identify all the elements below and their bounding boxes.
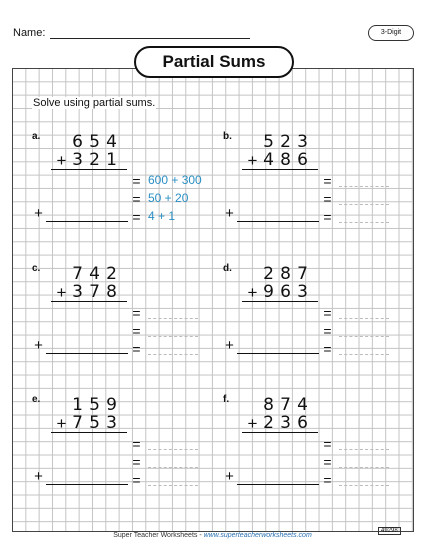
- addend-top-digit: 2: [280, 132, 291, 152]
- addend-top-digit: 8: [280, 264, 291, 284]
- addend-top-digit: 8: [263, 395, 274, 415]
- addend-top-digit: 2: [263, 264, 274, 284]
- addend-bottom-digit: 6: [297, 150, 308, 170]
- addend-bottom-digit: 3: [106, 413, 117, 433]
- answer-line[interactable]: [237, 353, 319, 354]
- equals-sign: =: [132, 341, 141, 357]
- addend-top-digit: 6: [72, 132, 83, 152]
- equals-sign: =: [132, 454, 141, 470]
- addend-top-digit: 5: [89, 132, 100, 152]
- problem-c: [32, 263, 212, 373]
- addend-top-digit: 4: [297, 395, 308, 415]
- addend-top-digit: 7: [280, 395, 291, 415]
- equals-sign: =: [323, 436, 332, 452]
- plus-sign-total: +: [34, 468, 43, 485]
- answer-blank[interactable]: [148, 467, 198, 468]
- addend-top-digit: 4: [89, 264, 100, 284]
- plus-sign: +: [56, 283, 67, 302]
- addend-bottom-digit: 6: [280, 282, 291, 302]
- equals-sign: =: [323, 472, 332, 488]
- equals-sign: =: [323, 191, 332, 207]
- addend-top-digit: 7: [297, 264, 308, 284]
- addend-top-digit: 5: [263, 132, 274, 152]
- plus-sign: +: [247, 414, 258, 433]
- equals-sign: =: [323, 323, 332, 339]
- answer-blank[interactable]: [148, 336, 198, 337]
- answer-line[interactable]: [237, 484, 319, 485]
- plus-sign: +: [247, 151, 258, 170]
- answer-line[interactable]: [237, 221, 319, 222]
- addend-bottom-digit: 4: [263, 150, 274, 170]
- problem-d: [223, 263, 403, 373]
- answer-blank[interactable]: [339, 485, 389, 486]
- footer: [0, 532, 425, 539]
- addend-bottom-digit: 7: [72, 413, 83, 433]
- answer-blank[interactable]: [148, 485, 198, 486]
- plus-sign-total: +: [34, 337, 43, 354]
- problem-label: f.: [223, 394, 230, 405]
- addend-bottom-digit: 7: [89, 282, 100, 302]
- addend-top-digit: 4: [106, 132, 117, 152]
- equals-sign: =: [132, 173, 141, 189]
- answer-blank[interactable]: [339, 467, 389, 468]
- plus-sign-total: +: [34, 205, 43, 222]
- addend-bottom-digit: 8: [280, 150, 291, 170]
- page-title: Partial Sums: [134, 46, 294, 78]
- equals-sign: =: [323, 454, 332, 470]
- equals-sign: =: [132, 305, 141, 321]
- addend-bottom-digit: 9: [263, 282, 274, 302]
- sum-line: [51, 301, 127, 302]
- instructions: Solve using partial sums.: [33, 97, 156, 109]
- addend-bottom-digit: 2: [263, 413, 274, 433]
- answer-line[interactable]: [46, 484, 128, 485]
- problem-label: b.: [223, 131, 232, 142]
- answer-blank[interactable]: [339, 222, 389, 223]
- equals-sign: =: [132, 472, 141, 488]
- footer-url[interactable]: www.superteacherworksheets.com: [203, 532, 312, 539]
- addend-bottom-digit: 1: [106, 150, 117, 170]
- answer-blank[interactable]: [339, 186, 389, 187]
- worksheet-code: 49298: [378, 527, 401, 535]
- answer-blank[interactable]: [339, 336, 389, 337]
- equals-sign: =: [132, 323, 141, 339]
- equals-sign: =: [323, 209, 332, 225]
- partial-sum-hint: 50 + 20: [148, 191, 189, 205]
- problem-label: e.: [32, 394, 41, 405]
- answer-blank[interactable]: [339, 449, 389, 450]
- sum-line: [242, 432, 318, 433]
- answer-blank[interactable]: [148, 354, 198, 355]
- answer-blank[interactable]: [148, 449, 198, 450]
- addend-top-digit: 9: [106, 395, 117, 415]
- sum-line: [242, 301, 318, 302]
- equals-sign: =: [132, 191, 141, 207]
- addend-bottom-digit: 5: [89, 413, 100, 433]
- addend-bottom-digit: 3: [72, 150, 83, 170]
- name-field[interactable]: [50, 38, 250, 39]
- answer-blank[interactable]: [339, 204, 389, 205]
- sum-line: [242, 169, 318, 170]
- addend-bottom-digit: 3: [297, 282, 308, 302]
- answer-line[interactable]: [46, 353, 128, 354]
- equals-sign: =: [132, 436, 141, 452]
- plus-sign: +: [56, 414, 67, 433]
- plus-sign-total: +: [225, 468, 234, 485]
- equals-sign: =: [323, 341, 332, 357]
- problem-label: d.: [223, 263, 232, 274]
- problem-label: c.: [32, 263, 41, 274]
- level-badge: 3-Digit: [368, 25, 414, 41]
- addend-bottom-digit: 8: [106, 282, 117, 302]
- sum-line: [51, 169, 127, 170]
- addend-top-digit: 5: [89, 395, 100, 415]
- addend-bottom-digit: 3: [72, 282, 83, 302]
- addend-bottom-digit: 3: [280, 413, 291, 433]
- partial-sum-hint: 4 + 1: [148, 209, 176, 223]
- plus-sign-total: +: [225, 205, 234, 222]
- addend-bottom-digit: 2: [89, 150, 100, 170]
- sum-line: [51, 432, 127, 433]
- problem-label: a.: [32, 131, 41, 142]
- problem-e: [32, 394, 212, 504]
- equals-sign: =: [323, 173, 332, 189]
- equals-sign: =: [132, 209, 141, 225]
- problem-b: [223, 131, 403, 241]
- name-label: Name:: [13, 27, 46, 39]
- addend-top-digit: 2: [106, 264, 117, 284]
- equals-sign: =: [323, 305, 332, 321]
- addend-top-digit: 7: [72, 264, 83, 284]
- addend-top-digit: 1: [72, 395, 83, 415]
- plus-sign: +: [247, 283, 258, 302]
- problem-a: [32, 131, 212, 241]
- plus-sign: +: [56, 151, 67, 170]
- answer-line[interactable]: [46, 221, 128, 222]
- answer-blank[interactable]: [148, 318, 198, 319]
- answer-blank[interactable]: [339, 318, 389, 319]
- plus-sign-total: +: [225, 337, 234, 354]
- problem-f: [223, 394, 403, 504]
- addend-bottom-digit: 6: [297, 413, 308, 433]
- addend-top-digit: 3: [297, 132, 308, 152]
- partial-sum-hint: 600 + 300: [148, 173, 202, 187]
- answer-blank[interactable]: [339, 354, 389, 355]
- footer-text: Super Teacher Worksheets -: [113, 532, 204, 539]
